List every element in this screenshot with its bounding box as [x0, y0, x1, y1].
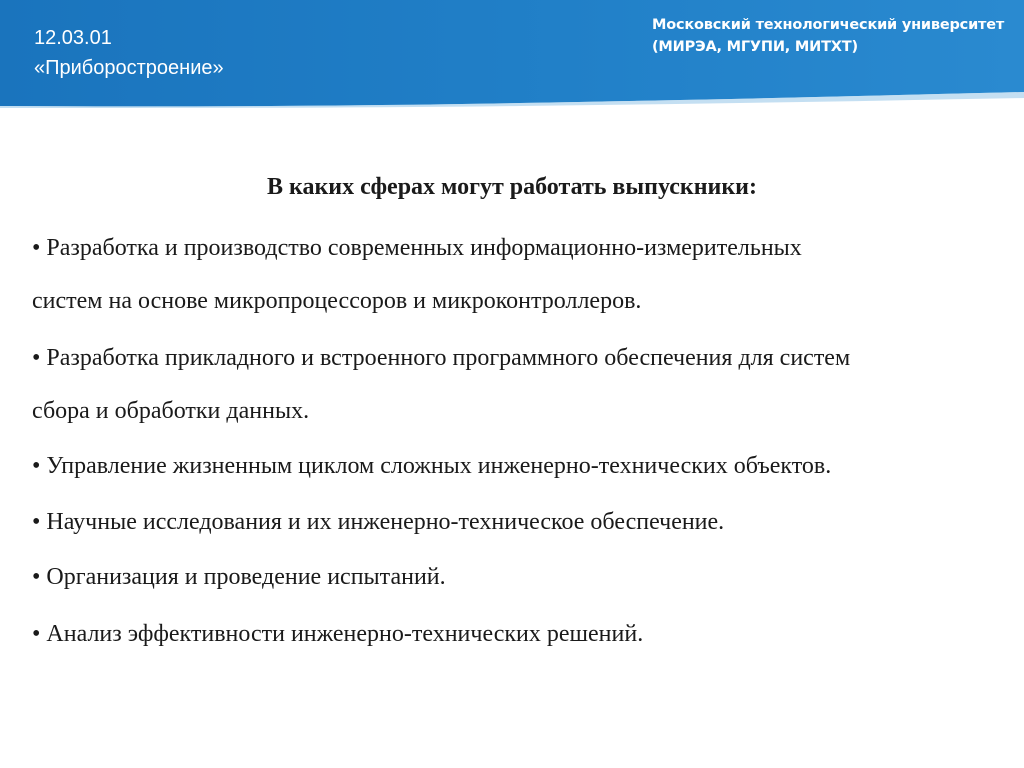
program-code: 12.03.01	[34, 27, 112, 49]
university-name-line2: (МИРЭА, МГУПИ, МИТХТ)	[652, 39, 858, 55]
bullet-4: • Научные исследования и их инженерно-техническое обеспечение.	[32, 509, 725, 535]
bullet-1-line-2: систем на основе микропроцессоров и микроконтроллеров.	[32, 288, 642, 314]
bullet-5: • Организация и проведение испытаний.	[32, 564, 446, 590]
bullet-1-line-1: • Разработка и производство современных информационно-измерительных	[32, 235, 802, 261]
slide-heading: В каких сферах могут работать выпускники:	[266, 174, 758, 200]
bullet-3: • Управление жизненным циклом сложных инженерно-технических объектов.	[32, 453, 832, 479]
bullet-2-line-2: сбора и обработки данных.	[32, 398, 310, 424]
bullet-6: • Анализ эффективности инженерно-технических решений.	[32, 621, 644, 647]
bullet-2-line-1: • Разработка прикладного и встроенного программного обеспечения для систем	[32, 345, 851, 371]
program-name: «Приборостроение»	[34, 57, 224, 79]
university-name-line1: Московский технологический университет	[652, 17, 1005, 33]
